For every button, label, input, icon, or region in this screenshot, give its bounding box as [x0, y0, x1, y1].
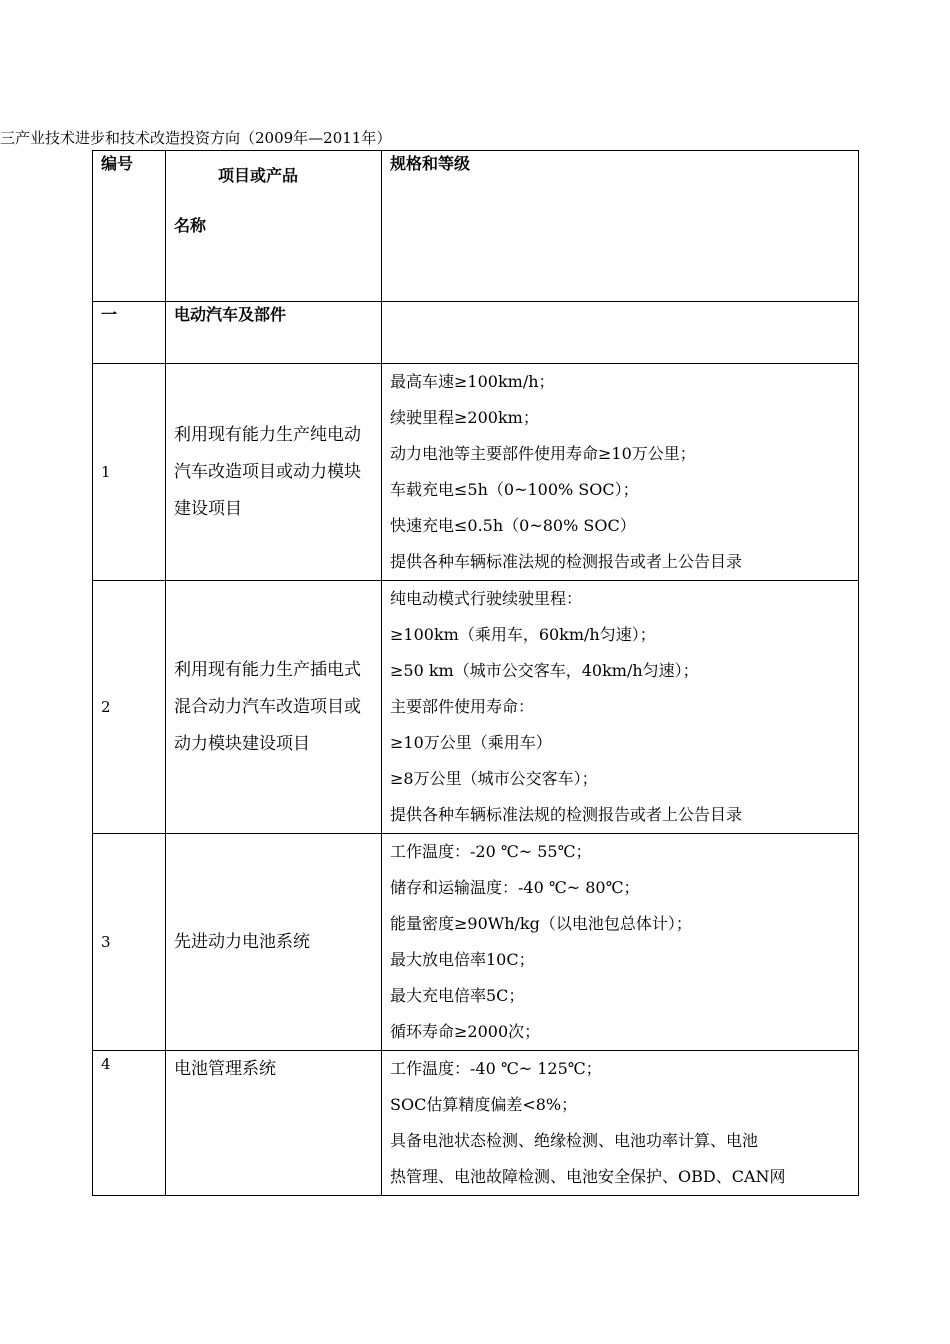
header-number: 编号 — [93, 151, 166, 302]
document-title: 三产业技术进步和技术改造投资方向（2009年—2011年） — [0, 129, 392, 147]
section-spec-empty — [382, 302, 859, 364]
spec-line: ≥50 km（城市公交客车，40km/h匀速）； — [390, 661, 699, 680]
spec-line: ≥10万公里（乘用车） — [390, 733, 552, 752]
row-number: 2 — [93, 581, 166, 834]
row-number: 1 — [93, 364, 166, 581]
row-name: 利用现有能力生产纯电动汽车改造项目或动力模块建设项目 — [166, 364, 382, 581]
spec-line: 工作温度：-20 ℃~ 55℃； — [390, 842, 592, 861]
spec-line: 续驶里程≥200km； — [390, 408, 539, 427]
header-row — [93, 151, 859, 302]
row-number: 4 — [93, 1051, 166, 1196]
spec-table — [92, 150, 859, 1196]
table-row — [93, 581, 859, 834]
spec-line: 热管理、电池故障检测、电池安全保护、OBD、CAN网 — [390, 1167, 786, 1186]
header-name — [166, 151, 382, 302]
spec-line: 纯电动模式行驶续驶里程： — [390, 589, 583, 608]
table-row — [93, 1051, 859, 1196]
section-number: 一 — [93, 302, 166, 364]
spec-line: 具备电池状态检测、绝缘检测、电池功率计算、电池 — [390, 1131, 759, 1150]
spec-line: 提供各种车辆标准法规的检测报告或者上公告目录 — [390, 552, 743, 571]
spec-line: 快速充电≤0.5h（0~80% SOC） — [390, 516, 636, 535]
header-name-line1: 项目或产品 — [218, 166, 299, 185]
spec-line: 最大充电倍率5C； — [390, 986, 525, 1005]
row-specs — [382, 581, 859, 834]
table-row — [93, 364, 859, 581]
spec-line: SOC估算精度偏差<8%； — [390, 1095, 578, 1114]
row-name: 先进动力电池系统 — [166, 834, 382, 1051]
section-row — [93, 302, 859, 364]
table-row — [93, 834, 859, 1051]
spec-line: 储存和运输温度：-40 ℃~ 80℃； — [390, 878, 640, 897]
spec-line: 提供各种车辆标准法规的检测报告或者上公告目录 — [390, 805, 743, 824]
spec-line: 最高车速≥100km/h； — [390, 372, 555, 391]
spec-line: ≥100km（乘用车，60km/h匀速）； — [390, 625, 656, 644]
spec-line: 循环寿命≥2000次； — [390, 1022, 541, 1041]
header-spec: 规格和等级 — [382, 151, 859, 302]
spec-line: 主要部件使用寿命： — [390, 697, 535, 716]
spec-line: ≥8万公里（城市公交客车）； — [390, 769, 598, 788]
row-specs — [382, 1051, 859, 1196]
spec-line: 动力电池等主要部件使用寿命≥10万公里； — [390, 444, 696, 463]
section-name: 电动汽车及部件 — [166, 302, 382, 364]
spec-line: 工作温度：-40 ℃~ 125℃； — [390, 1059, 602, 1078]
row-name: 利用现有能力生产插电式混合动力汽车改造项目或动力模块建设项目 — [166, 581, 382, 834]
row-specs — [382, 364, 859, 581]
row-specs — [382, 834, 859, 1051]
spec-line: 车载充电≤5h（0~100% SOC）； — [390, 480, 639, 499]
spec-line: 最大放电倍率10C； — [390, 950, 535, 969]
header-name-line2: 名称 — [174, 216, 207, 235]
spec-line: 能量密度≥90Wh/kg（以电池包总体计）； — [390, 914, 692, 933]
row-name: 电池管理系统 — [166, 1051, 382, 1196]
row-number: 3 — [93, 834, 166, 1051]
